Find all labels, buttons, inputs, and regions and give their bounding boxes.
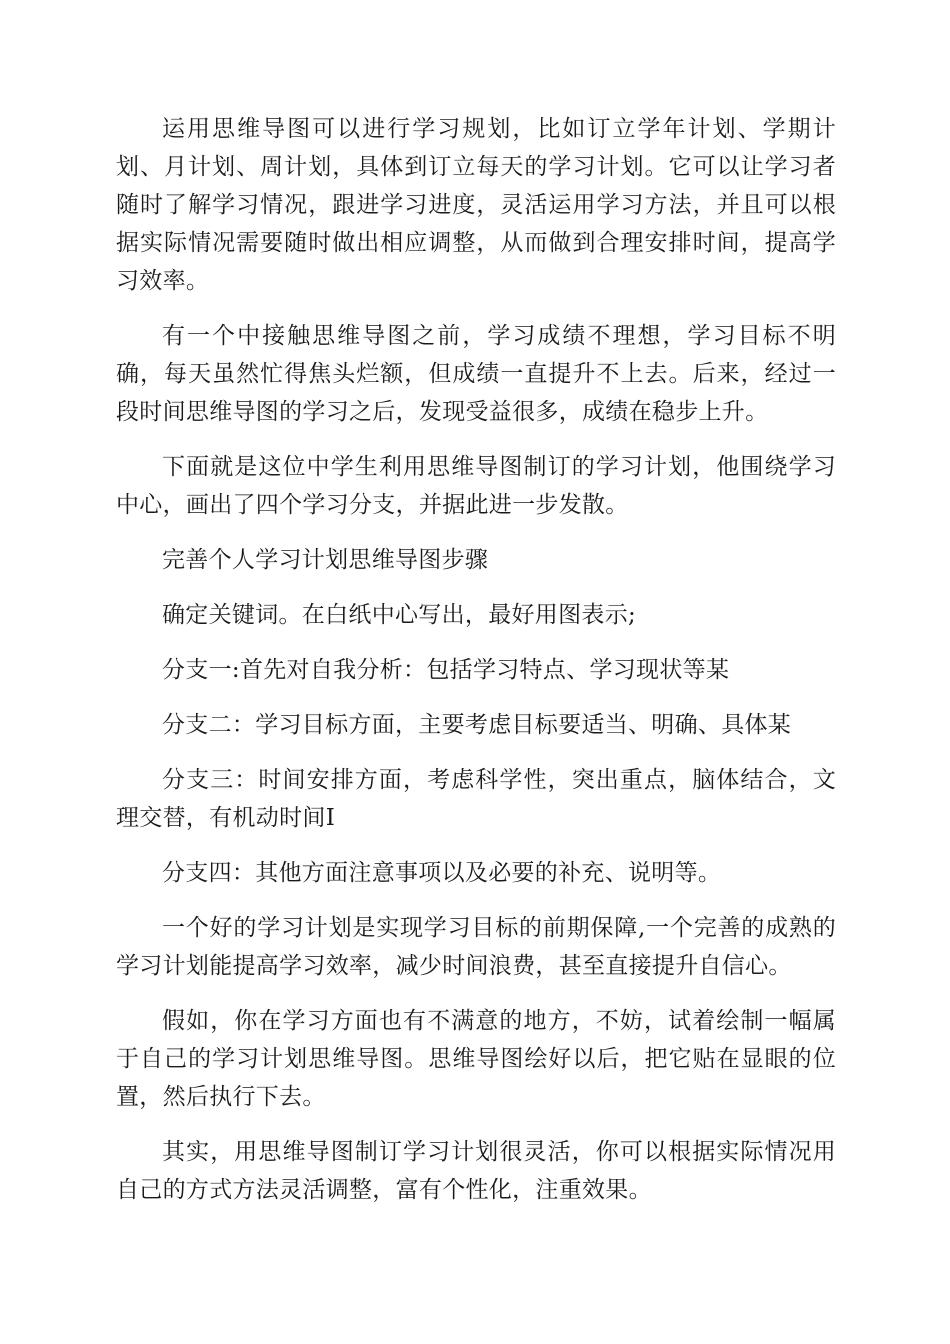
paragraph-intro: 运用思维导图可以进行学习规划，比如订立学年计划、学期计划、月计划、周计划，具体到订立每天的学习计划。它可以让学习者随时了解学习情况，跟进学习进度，灵活运用学习方法，并且可以根据实际情况需要随时做出相应调整，从而做到合理安排时间，提高学习效率。 [116,116,836,294]
step-keyword: 确定关键词。在白纸中心写出，最好用图表示; [162,602,637,628]
step-branch-four: 分支四：其他方面注意事项以及必要的补充、说明等。 [162,860,722,886]
paragraph-conclusion: 其实，用思维导图制订学习计划很灵活，你可以根据实际情况用自己的方式方法灵活调整，富有个性化，注重效果。 [116,1139,836,1203]
paragraph-plan-description: 下面就是这位中学生利用思维导图制订的学习计划，他围绕学习中心，画出了四个学习分支，并据此进一步发散。 [116,454,836,518]
steps-heading: 完善个人学习计划思维导图步骤 [162,547,489,573]
paragraph-student-story: 有一个中接触思维导图之前，学习成绩不理想，学习目标不明确，每天虽然忙得焦头烂额，但成绩一直提升不上去。后来，经过一段时间思维导图的学习之后，发现受益很多，成绩在稳步上升。 [116,323,836,425]
step-branch-two: 分支二：学习目标方面，主要考虑目标要适当、明确、具体某 [162,712,792,738]
document-body [116,110,836,1226]
paragraph-suggestion: 假如，你在学习方面也有不满意的地方，不妨，试着绘制一幅属于自己的学习计划思维导图。思维导图绘好以后，把它贴在显眼的位置，然后执行下去。 [116,1008,836,1110]
step-branch-three: 分支三：时间安排方面，考虑科学性，突出重点，脑体结合，文理交替，有机动时间I [116,767,836,831]
step-branch-one: 分支一:首先对自我分析：包括学习特点、学习现状等某 [162,657,730,683]
paragraph-good-plan: 一个好的学习计划是实现学习目标的前期保障,一个完善的成熟的学习计划能提高学习效率，减少时间浪费，甚至直接提升自信心。 [116,915,836,979]
